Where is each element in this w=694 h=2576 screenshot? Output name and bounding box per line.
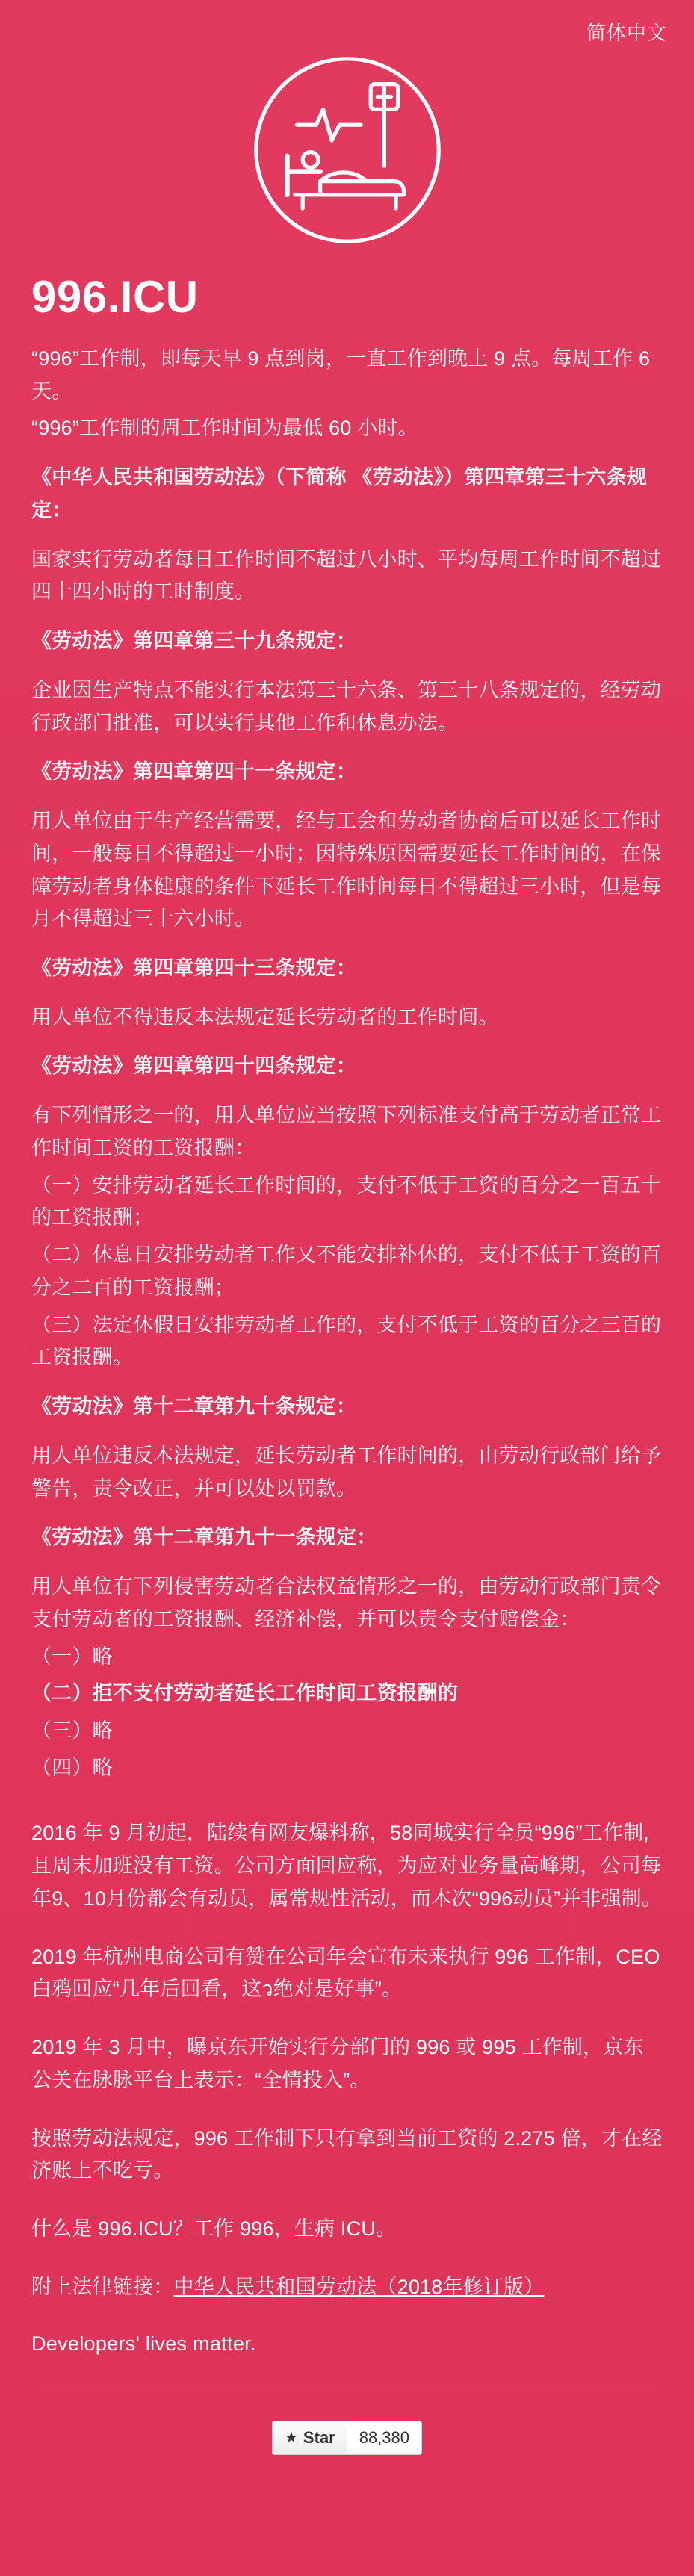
- law-91-body: 用人单位有下列侵害劳动者合法权益情形之一的，由劳动行政部门责令支付劳动者的工资报酬、经济补偿，并可以责令支付赔偿金：: [31, 1575, 662, 1630]
- news-item-1: 2016 年 9 月初起，陆续有网友爆料称，58同城实行全员“996”工作制,且周末加班没有工资。公司方面回应称，为应对业务量高峰期，公司每年9、10月份都会有动员，属常规性活动，而本次“996动员”并非强制。: [31, 1822, 663, 1910]
- law-43-heading: 《劳动法》第四章第四十三条规定：: [31, 957, 357, 980]
- law-36-body: 国家实行劳动者每日工作时间不超过八小时、平均每周工作时间不超过四十四小时的工时制度。: [31, 547, 662, 603]
- law-44-item-2: （二）休息日安排劳动者工作又不能安排补休的，支付不低于工资的百分之二百的工资报酬；: [31, 1244, 662, 1299]
- law-41-heading: 《劳动法》第四章第四十一条规定：: [31, 760, 357, 783]
- law-link-line: [31, 2271, 663, 2304]
- news-item-4: 按照劳动法规定，996 工作制下只有拿到当前工资的 2.275 倍，才在经济账上不吃亏。: [31, 2126, 663, 2182]
- law-39-heading: 《劳动法》第四章第三十九条规定：: [31, 630, 357, 653]
- section-spacer: [31, 1801, 663, 1817]
- star-button[interactable]: [272, 2421, 347, 2455]
- law-91-item-2: （二）拒不支付劳动者延长工作时间工资报酬的: [31, 1682, 459, 1705]
- law-91-item-1: （一）略: [31, 1645, 113, 1668]
- news-item-2: 2019 年杭州电商公司有赞在公司年会宣布未来执行 996 工作制，CEO 白鸦回应“几年后回看，这ว绝对是好事”。: [31, 1945, 660, 2001]
- law-91-item-3: （三）略: [31, 1719, 113, 1742]
- star-widget: [0, 2421, 694, 2455]
- star-count[interactable]: 88,380: [347, 2421, 422, 2455]
- law-91-heading: 《劳动法》第十二章第九十一条规定：: [31, 1526, 377, 1549]
- news-item-3: 2019 年 3 月中，曝京东开始实行分部门的 996 或 995 工作制，京东公关在脉脉平台上表示：“全情投入”。: [31, 2036, 644, 2091]
- logo-container: [0, 53, 694, 247]
- star-button-label: Star: [303, 2427, 335, 2447]
- developers-lives-matter-text: Developers' lives matter.: [31, 2332, 256, 2355]
- law-91-item-4: （四）略: [31, 1756, 113, 1779]
- law-link-prefix: 附上法律链接：: [31, 2275, 174, 2298]
- law-44-heading: 《劳动法》第四章第四十四条规定：: [31, 1055, 357, 1078]
- intro-line-1: “996”工作制，即每天早 9 点到岗，一直工作到晚上 9 点。每周工作 6 天。: [31, 347, 651, 403]
- news-section: [31, 1817, 663, 2245]
- law-41-body: 用人单位由于生产经营需要，经与工会和劳动者协商后可以延长工作时间，一般每日不得超过一小时；因特殊原因需要延长工作时间的，在保障劳动者身体健康的条件下延长工作时间每日不得超过三小时，但是每月不得超过三十六小时。: [31, 810, 662, 931]
- law-90-heading: 《劳动法》第十二章第九十条规定：: [31, 1395, 357, 1418]
- law-90-body: 用人单位违反本法规定，延长劳动者工作时间的，由劳动行政部门给予警告，责令改正，并可以处以罚款。: [31, 1444, 662, 1500]
- labor-law-link[interactable]: 中华人民共和国劳动法（2018年修订版）: [173, 2275, 545, 2298]
- language-bar: [0, 0, 694, 46]
- law-44-item-1: （一）安排劳动者延长工作时间的，支付不低于工资的百分之一百五十的工资报酬；: [31, 1173, 662, 1229]
- page-title: 996.ICU: [31, 272, 199, 322]
- law-44-lead: 有下列情形之一的，用人单位应当按照下列标准支付高于劳动者正常工作时间工资的工资报酬：: [31, 1104, 662, 1159]
- law-39-body: 企业因生产特点不能实行本法第三十六条、第三十八条规定的，经劳动行政部门批准，可以实行其他工作和休息办法。: [31, 678, 662, 734]
- star-icon: ★: [284, 2429, 298, 2446]
- intro-line-2: “996”工作制的周工作时间为最低 60 小时。: [31, 417, 418, 440]
- language-switch-link[interactable]: 简体中文: [586, 22, 667, 44]
- law-43-body: 用人单位不得违反本法规定延长劳动者的工作时间。: [31, 1005, 499, 1028]
- hospital-bed-iv-drip-heartbeat-icon: [250, 53, 444, 247]
- content-body: [0, 343, 694, 2356]
- news-item-5: 什么是 996.ICU？工作 996，生病 ICU。: [31, 2217, 397, 2241]
- law-36-heading: 《中华人民共和国劳动法》（下简称 《劳动法》）第四章第三十六条规定：: [31, 466, 647, 521]
- law-44-item-3: （三）法定休假日安排劳动者工作的，支付不低于工资的百分之三百的工资报酬。: [31, 1313, 662, 1369]
